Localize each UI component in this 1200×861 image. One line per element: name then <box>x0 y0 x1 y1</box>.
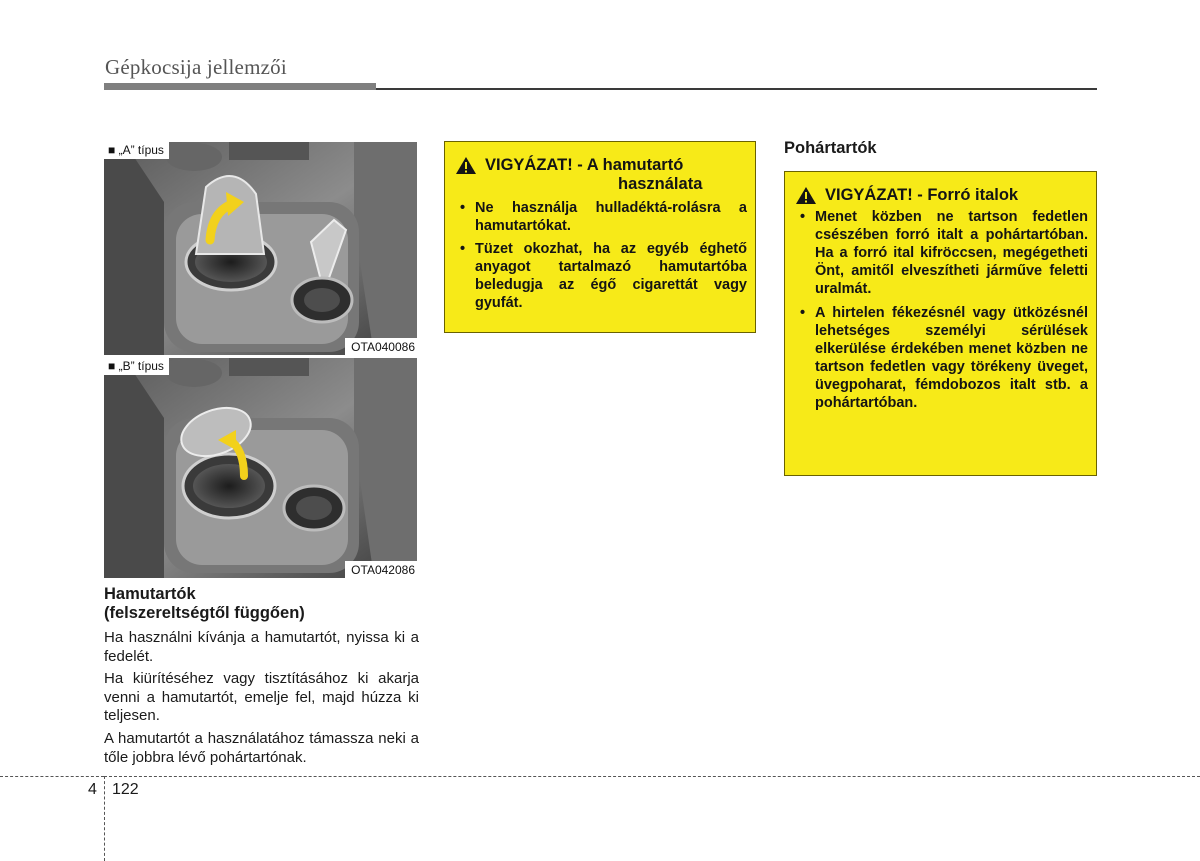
warning-cupholder-item: • Menet közben ne tartson fedetlen csészében forró italt a pohártartóban. Ha a forró ital kifröccsen, megégetheti Önt, amitől elveszítheti járműve feletti uralmát. <box>795 208 1088 298</box>
footer-rule-right <box>104 776 1200 777</box>
header-rule-thick <box>104 83 376 90</box>
footer-rule-left <box>0 776 104 777</box>
warning-ashtray-title-line1: VIGYÁZAT! - A hamutartó <box>485 156 684 174</box>
footer-page-number: 122 <box>112 781 139 798</box>
figure-a-type-label: ■ „A” típus <box>104 142 169 159</box>
warning-triangle-icon <box>795 186 817 205</box>
figure-ashtray-type-a <box>104 142 417 355</box>
warning-ashtray-list <box>455 199 747 312</box>
warning-triangle-icon <box>455 156 477 175</box>
footer-rule-vertical <box>104 776 105 861</box>
warning-cupholder-list <box>795 208 1088 412</box>
warning-ashtray-item: • Tüzet okozhat, ha az egyéb éghető anyagot tartalmazó hamutartóba beledugja az égő cigarettát vagy gyufát. <box>455 240 747 312</box>
warning-ashtray-title-line2: használata <box>618 175 703 193</box>
ashtray-paragraph: A hamutartót a használatához támassza neki a tőle jobbra lévő pohártartónak. <box>104 730 419 766</box>
warning-ashtray-item: • Ne használja hulladéktá-rolásra a hamutartókat. <box>455 199 747 235</box>
figure-b-type-label: ■ „B” típus <box>104 358 169 375</box>
ashtray-paragraph: Ha használni kívánja a hamutartót, nyissa ki a fedelét. <box>104 629 419 665</box>
ashtray-section-heading <box>104 585 419 623</box>
cupholder-section-heading: Pohártartók <box>784 139 877 157</box>
ashtray-type-a-illustration <box>104 142 417 355</box>
figure-a-code: OTA040086 <box>345 338 417 355</box>
warning-cupholder-title <box>795 186 1088 205</box>
warning-cupholder-item: • A hirtelen fékezésnél vagy ütközésnél lehetséges személyi sérülések elkerülése érdekében menet közben ne tartson fedetlen vagy törékeny üveget, üvegpoharat, fémdobozos italt stb. a pohártartóban. <box>795 304 1088 412</box>
warning-cupholder-title-text: VIGYÁZAT! - Forró italok <box>825 186 1019 204</box>
ashtray-paragraph: Ha kiürítéséhez vagy tisztításához ki akarja venni a hamutartót, emelje fel, majd húzza ki teljesen. <box>104 670 419 724</box>
ashtray-heading-line2: (felszereltségtől függően) <box>104 604 305 622</box>
figure-ashtray-type-b <box>104 358 417 578</box>
figure-b-code: OTA042086 <box>345 561 417 578</box>
page-header-title: Gépkocsija jellemzői <box>105 55 287 79</box>
footer-chapter-number: 4 <box>88 781 97 798</box>
ashtray-type-b-illustration <box>104 358 417 578</box>
warning-box-cupholder <box>784 171 1097 476</box>
ashtray-heading-line1: Hamutartók <box>104 585 196 603</box>
warning-box-ashtray <box>444 141 756 333</box>
warning-ashtray-title <box>455 156 747 194</box>
header-rule-thin <box>376 88 1097 90</box>
